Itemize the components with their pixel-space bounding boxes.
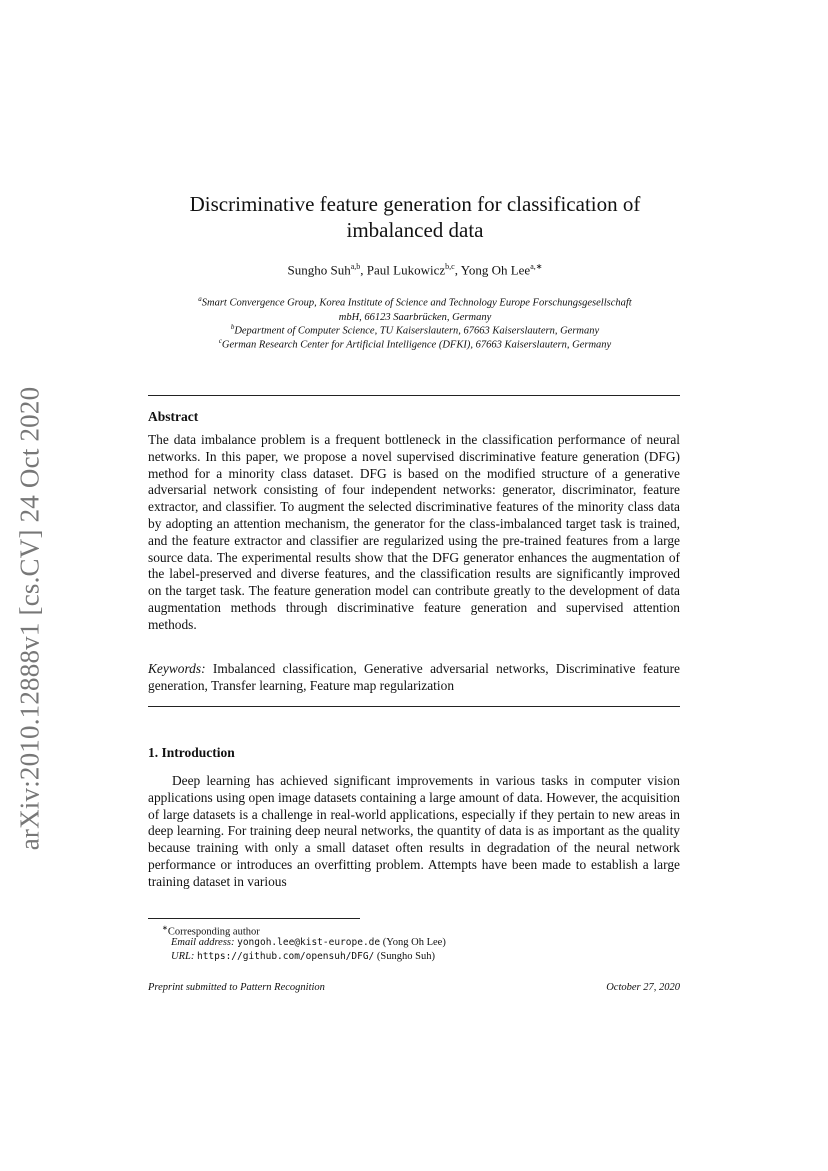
author-affiliation-marker: a,b [350,262,361,271]
footnote-rule [148,918,360,919]
footnote-url [171,950,435,963]
footnote-corresponding-text: Corresponding author [167,926,260,938]
affiliation-c [150,334,680,353]
email-label: Email address: [171,937,235,948]
email-address-link[interactable]: yongoh.lee@kist-europe.de [237,937,381,948]
keywords-label: Keywords: [148,661,206,676]
preprint-date: October 27, 2020 [606,982,680,993]
keywords [148,660,680,694]
footnote-marker: ∗ [162,924,168,932]
footnote-email [171,936,446,949]
affiliation-text-continued: mbH, 66123 Saarbrücken, Germany [338,311,492,323]
author-affiliation-marker: a,∗ [530,262,543,271]
github-url-link[interactable]: https://github.com/opensuh/DFG/ [196,951,375,962]
url-label: URL: [171,951,195,962]
title-line-1: Discriminative feature generation for classification of [189,192,641,216]
paper-title [150,191,680,243]
affiliation-text: Department of Computer Science, TU Kaiserslautern, 67663 Kaiserslautern, Germany [234,325,600,337]
affiliation-marker: a [198,295,202,303]
email-owner: (Yong Oh Lee) [382,937,446,948]
abstract-bottom-rule [148,706,680,707]
author-separator: , [454,262,461,278]
author-name: Sungho Suh [287,262,351,278]
keywords-text: Imbalanced classification, Generative adversarial networks, Discriminative feature generation, Transfer learning, Feature map regularization [148,661,680,693]
abstract-top-rule [148,395,680,396]
section-heading-introduction: 1. Introduction [148,745,235,760]
affiliation-text: German Research Center for Artificial Intelligence (DFKI), 67663 Kaiserslautern, Germany [221,339,612,351]
abstract-heading: Abstract [148,409,199,424]
abstract-body: The data imbalance problem is a frequent bottleneck in the classification performance of neural networks. In this paper, we propose a novel supervised discriminative feature generation (DFG) method for a minority class dataset. DFG is based on the modified structure of a generative adversarial network consisting of four independent networks: generator, discriminator, feature extractor, and classifier. To augment the selected discriminative features of the minority class data by adopting an attention mechanism, the generator for the class-imbalanced target task is trained, and the feature extractor and classifier are regularized using the pre-trained features from a large source data. The experimental results show that the DFG generator enhances the augmentation of the label-preserved and diverse features, and the classification results are significantly improved on the target task. The feature generation model can contribute greatly to the development of data augmentation methods through discriminative feature generation and supervised attention methods. [148,432,680,632]
author-name: Paul Lukowicz [366,262,446,278]
affiliation-text: Smart Convergence Group, Korea Institute of Science and Technology Europe Forschungsgesellschaft [201,297,632,309]
author-name: Yong Oh Lee [460,262,531,278]
author-separator: , [360,262,367,278]
url-owner: (Sungho Suh) [376,951,435,962]
affiliation-marker: c [218,337,222,345]
arxiv-side-stamp [10,368,50,868]
introduction-body: Deep learning has achieved significant improvements in various tasks in computer vision applications using open image datasets containing a large amount of data. However, the acquisition of large datasets is a challenge in real-world applications, especially if they pertain to new areas in deep learning. For training deep neural networks, the quantity of data is as important as the quality because training with only a small dataset often results in degradation of the neural network performance or introduces an overfitting problem. Attempts have been made to establish a large training dataset in various [148,773,680,889]
author-list [150,262,680,278]
affiliation-marker: b [230,323,235,331]
arxiv-identifier: arXiv:2010.12888v1 [cs.CV] 24 Oct 2020 [14,386,45,850]
preprint-note: Preprint submitted to Pattern Recognition [148,982,325,993]
author-affiliation-marker: b,c [445,262,455,271]
title-line-2: imbalanced data [346,218,484,242]
